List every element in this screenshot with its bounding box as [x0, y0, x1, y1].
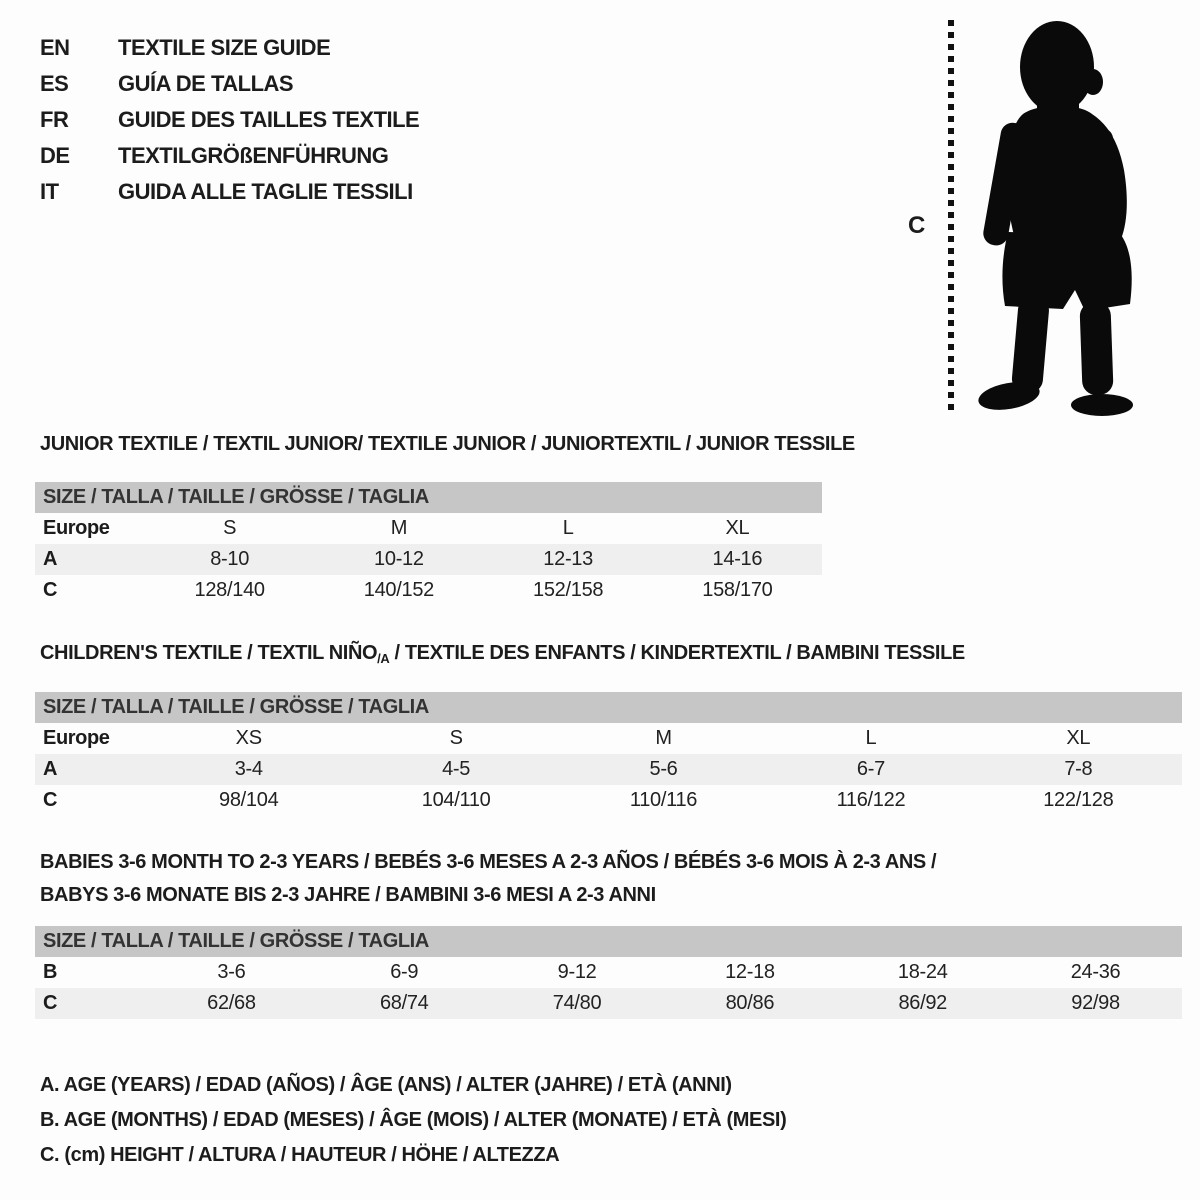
months-cell: 12-18 [725, 961, 775, 983]
table-row-months [35, 957, 1182, 988]
height-cell: 158/170 [702, 579, 773, 601]
months-cell: 18-24 [897, 961, 948, 983]
row-label: C [43, 789, 58, 811]
age-cell: 4-5 [442, 758, 471, 780]
row-label: A [43, 758, 58, 780]
legend-line-b: B. AGE (MONTHS) / EDAD (MESES) / ÂGE (MOIS) / ALTER (MONATE) / ETÀ (MESI) [40, 1109, 787, 1131]
language-code: ES [40, 71, 69, 96]
language-label: TEXTILGRÖßENFÜHRUNG [118, 143, 389, 168]
size-cell: S [449, 727, 463, 749]
children-section-title [40, 642, 965, 665]
row-label: Europe [43, 517, 110, 539]
language-label: GUIDE DES TAILLES TEXTILE [118, 107, 420, 132]
height-cell: 62/68 [207, 992, 256, 1014]
babies-size-table [35, 926, 1182, 1019]
language-code: EN [40, 35, 70, 60]
age-cell: 12-13 [543, 548, 593, 570]
junior-section-title: JUNIOR TEXTILE / TEXTIL JUNIOR/ TEXTILE JUNIOR / JUNIORTEXTIL / JUNIOR TESSILE [40, 433, 855, 455]
height-cell: 104/110 [421, 789, 491, 811]
size-cell: XL [725, 517, 750, 539]
height-cell: 152/158 [533, 579, 604, 601]
children-title-subscript: /A [377, 651, 390, 666]
babies-section-title-line1: BABIES 3-6 MONTH TO 2-3 YEARS / BEBÉS 3-6 MESES A 2-3 AÑOS / BÉBÉS 3-6 MOIS À 2-3 ANS / [40, 851, 937, 873]
height-cell: 92/98 [1071, 992, 1120, 1014]
age-cell: 10-12 [374, 548, 424, 570]
table-row-age [35, 754, 1182, 785]
height-dashed-line [948, 20, 954, 416]
size-header-bar: SIZE / TALLA / TAILLE / GRÖSSE / TAGLIA [35, 692, 1182, 723]
legend-line-c: C. (cm) HEIGHT / ALTURA / HAUTEUR / HÖHE / ALTEZZA [40, 1144, 560, 1166]
children-size-table [35, 692, 1182, 816]
table-row-europe [35, 723, 1182, 754]
size-cell: XS [235, 727, 262, 749]
height-cell: 98/104 [219, 789, 279, 811]
language-code: IT [40, 179, 59, 204]
size-cell: XL [1066, 727, 1091, 749]
language-label: GUÍA DE TALLAS [118, 71, 294, 96]
language-row-fr [40, 102, 419, 138]
table-row-age [35, 544, 822, 575]
row-label: Europe [43, 727, 110, 749]
legend-line-a: A. AGE (YEARS) / EDAD (AÑOS) / ÂGE (ANS) / ALTER (JAHRE) / ETÀ (ANNI) [40, 1074, 732, 1096]
size-header-bar: SIZE / TALLA / TAILLE / GRÖSSE / TAGLIA [35, 926, 1182, 957]
months-cell: 9-12 [557, 961, 597, 983]
age-cell: 8-10 [210, 548, 250, 570]
size-header-bar: SIZE / TALLA / TAILLE / GRÖSSE / TAGLIA [35, 482, 822, 513]
table-row-height [35, 988, 1182, 1019]
language-row-de [40, 138, 419, 174]
months-cell: 3-6 [217, 961, 246, 983]
junior-size-table [35, 482, 822, 606]
row-label: C [43, 579, 58, 601]
height-cell: 68/74 [379, 992, 429, 1014]
size-cell: L [865, 727, 877, 749]
months-cell: 24-36 [1070, 961, 1121, 983]
months-cell: 6-9 [390, 961, 419, 983]
age-cell: 7-8 [1064, 758, 1093, 780]
language-row-en [40, 30, 419, 66]
legend-block [40, 1068, 786, 1173]
table-row-europe [35, 513, 822, 544]
height-cell: 86/92 [898, 992, 947, 1014]
size-cell: M [390, 517, 408, 539]
language-row-it [40, 174, 419, 210]
height-marker-label: C [908, 212, 926, 239]
height-cell: 74/80 [552, 992, 602, 1014]
table-row-height [35, 785, 1182, 816]
size-cell: L [562, 517, 574, 539]
height-cell: 116/122 [836, 789, 906, 811]
language-code: FR [40, 107, 69, 132]
language-code: DE [40, 143, 70, 168]
row-label: B [43, 961, 58, 983]
language-title-list [40, 30, 419, 210]
age-cell: 6-7 [856, 758, 885, 780]
size-cell: S [223, 517, 237, 539]
height-cell: 110/116 [629, 789, 698, 811]
height-cell: 128/140 [194, 579, 265, 601]
children-title-pre: CHILDREN'S TEXTILE / TEXTIL NIÑO [40, 642, 378, 664]
toddler-silhouette-image [963, 18, 1133, 418]
language-label: TEXTILE SIZE GUIDE [118, 35, 331, 60]
age-cell: 14-16 [712, 548, 763, 570]
height-cell: 122/128 [1043, 789, 1114, 811]
height-cell: 140/152 [363, 579, 434, 601]
row-label: C [43, 992, 58, 1014]
table-row-height [35, 575, 822, 606]
row-label: A [43, 548, 58, 570]
babies-section-title-line2: BABYS 3-6 MONATE BIS 2-3 JAHRE / BAMBINI 3-6 MESI A 2-3 ANNI [40, 884, 656, 906]
language-label: GUIDA ALLE TAGLIE TESSILI [118, 179, 413, 204]
children-title-post: / TEXTILE DES ENFANTS / KINDERTEXTIL / BAMBINI TESSILE [389, 642, 965, 664]
age-cell: 5-6 [649, 758, 678, 780]
language-row-es [40, 66, 419, 102]
age-cell: 3-4 [234, 758, 263, 780]
size-cell: M [655, 727, 672, 749]
height-cell: 80/86 [725, 992, 775, 1014]
